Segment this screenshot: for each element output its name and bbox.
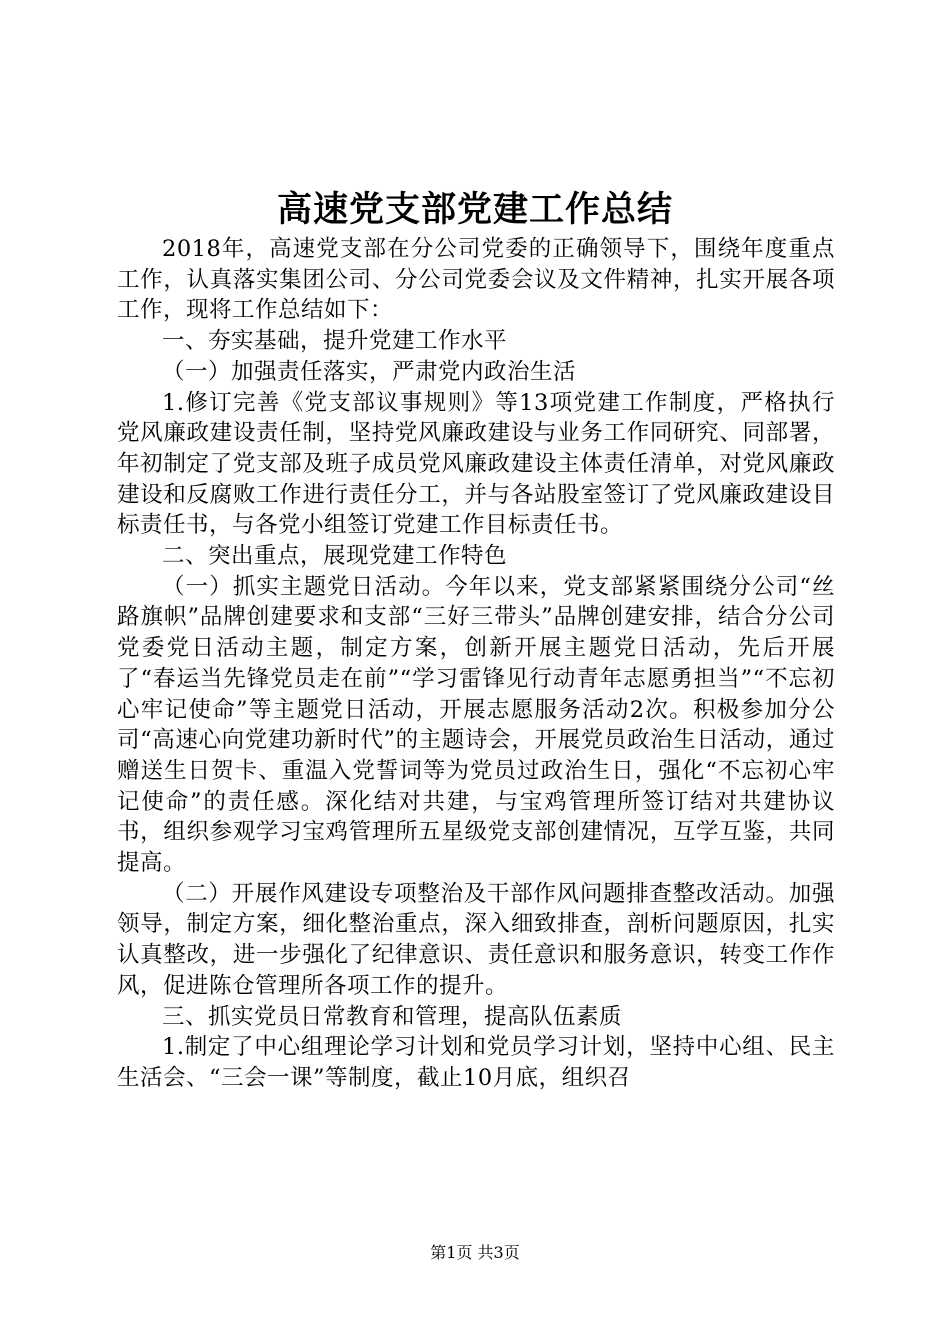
body-paragraph: 1.修订完善《党支部议事规则》等13项党建工作制度，严格执行党风廉政建设责任制，坚持党风廉政建设与业务工作同研究、同部署，年初制定了党支部及班子成员党风廉政建设主体责任清单，对党风廉政建设和反腐败工作进行责任分工，并与各站股室签订了党风廉政建设目标责任书，与各党小组签订党建工作目标责任书。 [117, 389, 835, 539]
section-heading-2: 二、突出重点，展现党建工作特色 [162, 543, 508, 570]
intro-paragraph: 2018年，高速党支部在分公司党委的正确领导下，围绕年度重点工作，认真落实集团公司、分公司党委会议及文件精神，扎实开展各项工作，现将工作总结如下： [117, 236, 835, 324]
body-paragraph: （一）抓实主题党日活动。今年以来，党支部紧紧围绕分公司“丝路旗帜”品牌创建要求和支部“三好三带头”品牌创建安排，结合分公司党委党日活动主题，制定方案，创新开展主题党日活动，先后开展了“春运当先锋党员走在前”“学习雷锋见行动青年志愿勇担当”“不忘初心牢记使命”等主题党日活动，开展志愿服务活动2次。积极参加分公司“高速心向党建功新时代”的主题诗会，开展党员政治生日活动，通过赠送生日贺卡、重温入党誓词等为党员过政治生日，强化“不忘初心牢记使命”的责任感。深化结对共建，与宝鸡管理所签订结对共建协议书，组织参观学习宝鸡管理所五星级党支部创建情况，互学互鉴，共同提高。 [117, 573, 835, 877]
body-paragraph: （二）开展作风建设专项整治及干部作风问题排查整改活动。加强领导，制定方案，细化整治重点，深入细致排查，剖析问题原因，扎实认真整改，进一步强化了纪律意识、责任意识和服务意识，转变工作作风，促进陈仓管理所各项工作的提升。 [117, 880, 835, 999]
body-paragraph: 1.制定了中心组理论学习计划和党员学习计划，坚持中心组、民主生活会、“三会一课”等制度，截止10月底，组织召 [117, 1034, 835, 1091]
subsection-heading-1-1: （一）加强责任落实，严肃党内政治生活 [162, 358, 577, 385]
document-body [117, 234, 835, 1094]
section-heading-3: 三、抓实党员日常教育和管理，提高队伍素质 [162, 1003, 623, 1030]
page-footer: 第1页 共3页 [430, 1243, 520, 1262]
document-title: 高速党支部党建工作总结 [276, 189, 673, 230]
section-heading-1: 一、夯实基础，提升党建工作水平 [162, 328, 508, 355]
